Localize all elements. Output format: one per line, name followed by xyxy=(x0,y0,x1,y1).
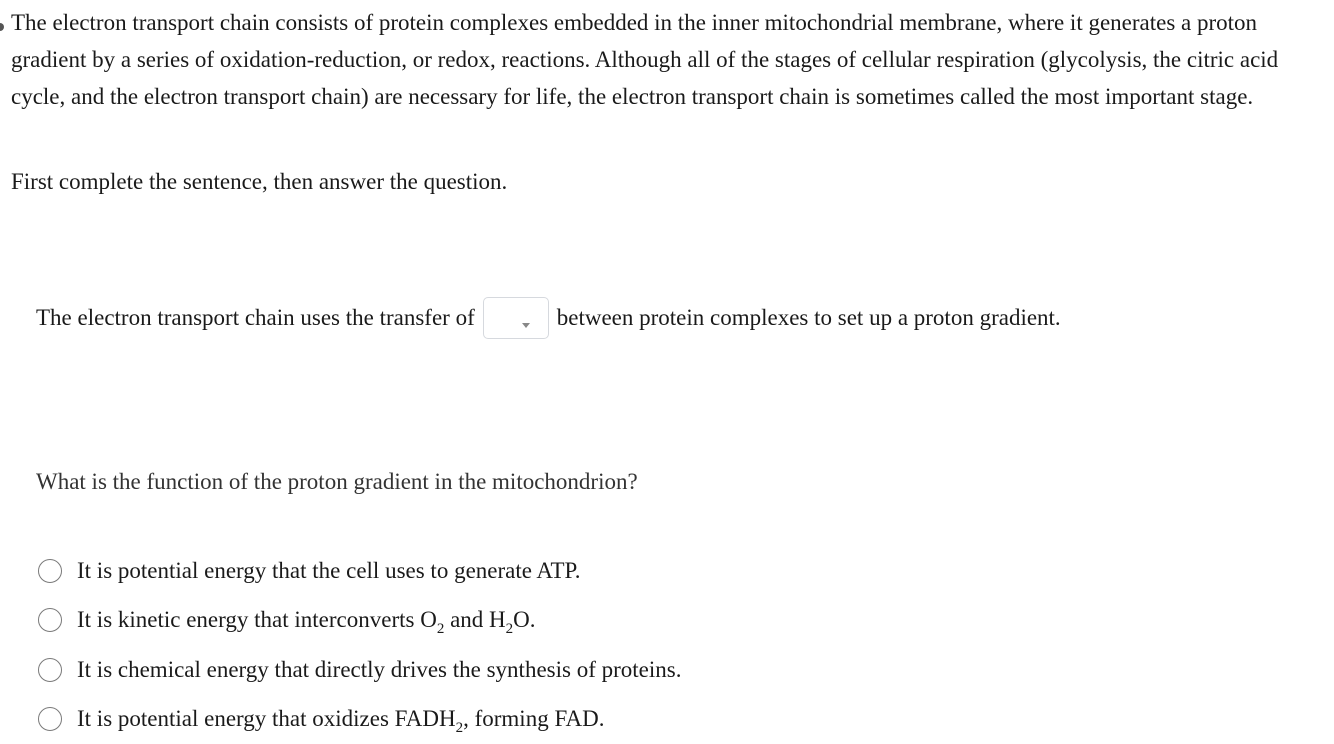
left-edge-marker xyxy=(0,23,4,31)
chevron-down-icon xyxy=(522,323,530,328)
intro-paragraph: The electron transport chain consists of protein complexes embedded in the inner mitochondrial membrane, where it generates a proton gradient by a series of oxidation-reduction, or redox, reactions. Although all of the stages of cellular respiration (glycolysis, the citric acid cycle, and the electron transport chain) are necessary for life, the electron transport chain is sometimes called the most important stage. xyxy=(11,10,1279,109)
sentence-before-text: The electron transport chain uses the transfer of xyxy=(36,305,475,330)
question-text: What is the function of the proton gradient in the mitochondrion? xyxy=(36,469,638,494)
sentence-after-text: between protein complexes to set up a proton gradient. xyxy=(556,305,1061,330)
option-1[interactable] xyxy=(38,546,681,596)
option-label: It is chemical energy that directly drives the synthesis of proteins. xyxy=(77,656,682,682)
fill-in-sentence xyxy=(36,296,1061,340)
option-label: It is kinetic energy that interconverts $O_2$ and $H_2O$. xyxy=(77,607,536,638)
answer-dropdown[interactable] xyxy=(483,297,549,339)
option-3[interactable] xyxy=(38,645,681,695)
option-label: It is potential energy that the cell uses to generate ATP. xyxy=(77,557,581,583)
instruction-text: First complete the sentence, then answer the question. xyxy=(11,169,508,194)
radio-button[interactable] xyxy=(38,559,62,583)
answer-options xyxy=(38,546,681,744)
radio-button[interactable] xyxy=(38,707,62,731)
option-2[interactable] xyxy=(38,596,681,646)
option-label: It is potential energy that oxidizes $FADH_2$, forming FAD. xyxy=(77,706,605,737)
radio-button[interactable] xyxy=(38,658,62,682)
option-4[interactable] xyxy=(38,695,681,744)
radio-button[interactable] xyxy=(38,608,62,632)
